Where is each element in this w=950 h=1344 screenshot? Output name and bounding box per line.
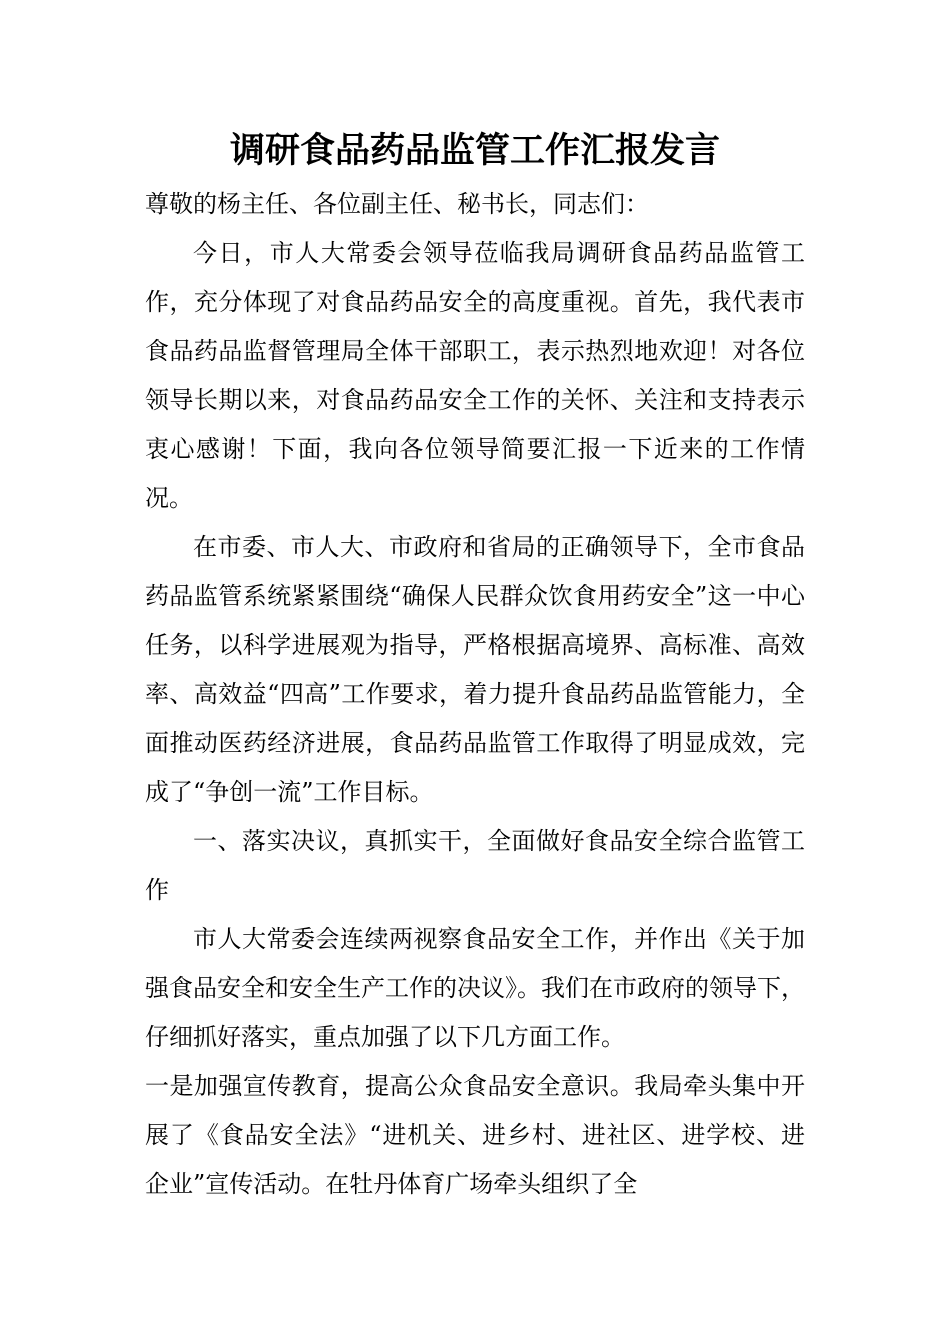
paragraph-achievements: 在市委、市人大、市政府和省局的正确领导下，全市食品药品监管系统紧紧围绕“确保人民群众饮食用药安全”这一中心任务，以科学进展观为指导，严格根据高境界、高标准、高效率、高效益“四高”工作要求，着力提升食品药品监管能力，全面推动医药经济进展，食品药品监管工作取得了明显成效，完成了“争创一流”工作目标。 <box>145 533 805 806</box>
paragraph-continuation: 一是加强宣传教育，提高公众食品安全意识。我局牵头集中开展了《食品安全法》“进机关、进乡村、进社区、进学校、进企业”宣传活动。在牡丹体育广场牵头组织了全 <box>145 1072 805 1198</box>
section-heading-1: 一、落实决议，真抓实干，全面做好食品安全综合监管工作 <box>145 827 805 904</box>
document-body <box>145 180 805 1209</box>
document-title: 调研食品药品监管工作汇报发言 <box>229 131 720 171</box>
paragraph-resolution: 市人大常委会连续两视察食品安全工作，并作出《关于加强食品安全和安全生产工作的决议》。我们在市政府的领导下，仔细抓好落实，重点加强了以下几方面工作。 <box>145 925 805 1051</box>
salutation: 尊敬的杨主任、各位副主任、秘书长，同志们： <box>145 190 649 218</box>
paragraph-opening: 今日，市人大常委会领导莅临我局调研食品药品监管工作，充分体现了对食品药品安全的高度重视。首先，我代表市食品药品监督管理局全体干部职工，表示热烈地欢迎！对各位领导长期以来，对食品药品安全工作的关怀、关注和支持表示衷心感谢！下面，我向各位领导简要汇报一下近来的工作情况。 <box>145 239 805 512</box>
